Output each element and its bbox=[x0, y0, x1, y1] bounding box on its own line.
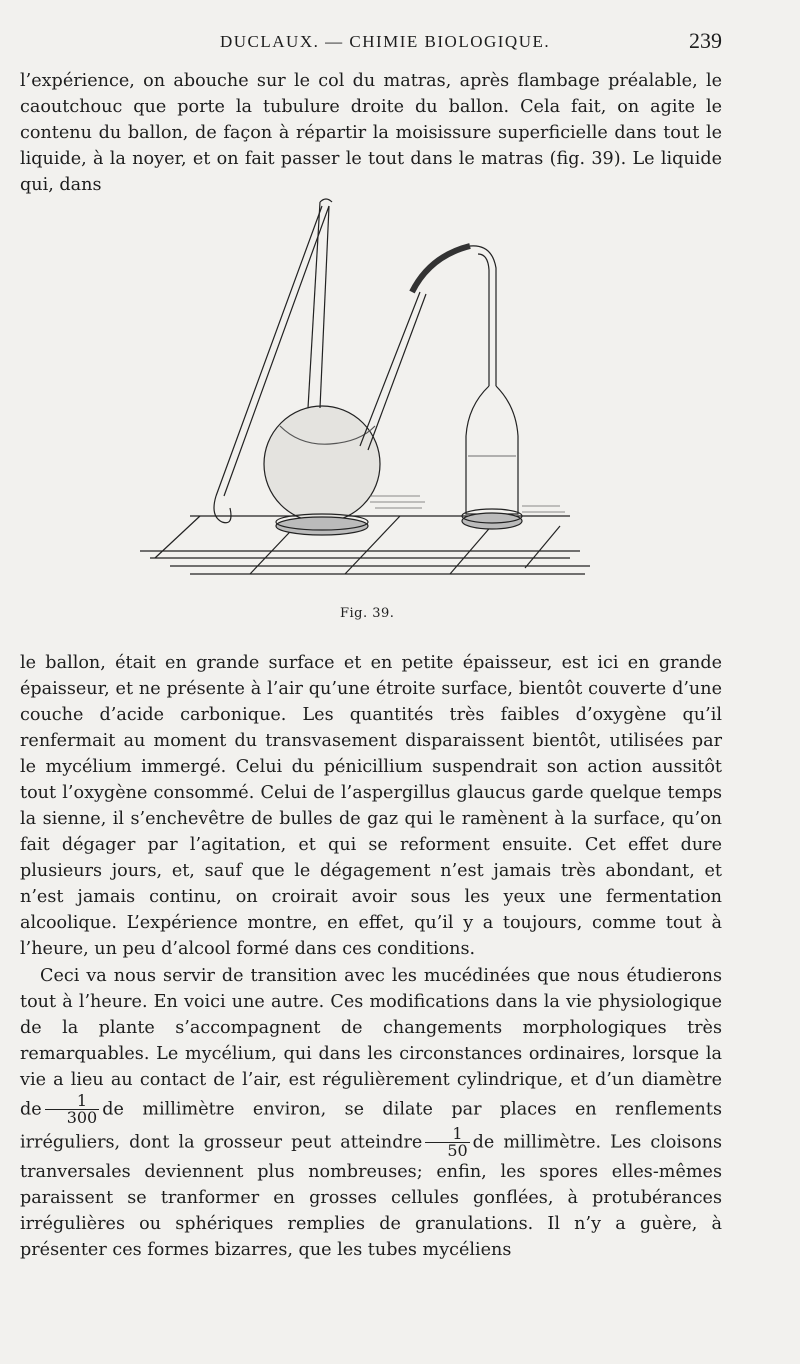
paragraph-3-part1: Ceci va nous servir de transition avec les mucédinées que nous étudierons tout à l’heure. En voici une autre. Ces modifications dans la vie physiologique de la plante s’accompagnent de changements morphologiques très remarquables. Le mycélium, qui dans les circonstances ordinaires, lorsque la vie a lieu au contact de l’air, est régulièrement cylindrique, et d’un diamètre de bbox=[20, 966, 722, 1120]
paragraph-3-part2: de millimètre environ, se dilate par places en renflements irréguliers, dont la grosseur peut atteindre bbox=[20, 1099, 722, 1153]
fraction-1-numerator: 1 bbox=[45, 1093, 100, 1110]
paragraph-3-part3: de millimètre. Les cloisons tranversales deviennent plus nombreuses; enfin, les spores elles-mêmes paraissent se tranformer en grosses cellules gonflées, à protubérances irrégulières ou sphériques remplies de granulations. Il n’y a guère, à présenter ces formes bizarres, que les tubes mycéliens bbox=[20, 1132, 723, 1260]
fraction-1-50 bbox=[425, 1126, 469, 1159]
page-number: 239 bbox=[689, 28, 722, 53]
fraction-2-denominator: 50 bbox=[447, 1141, 468, 1160]
fraction-2-numerator: 1 bbox=[425, 1126, 469, 1143]
shading bbox=[370, 496, 565, 512]
paragraph-3 bbox=[20, 963, 722, 1263]
figure-39-apparatus bbox=[130, 196, 600, 596]
rubber-tube bbox=[412, 246, 470, 292]
paragraph-2-text: le ballon, était en grande surface et en petite épaisseur, est ici en grande épaisseur, et ne présente à l’air qu’une étroite surface, bientôt couverte d’une couche d’acide carbonique. Les quantités très faibles d’oxygène qu’il renfermait au moment du transvasement disparaissent bientôt, utilisées par le mycélium immergé. Celui du pénicillium suspendrait son action aussitôt tout l’oxygène consommé. Celui de l’aspergillus glaucus garde quelque temps la sienne, il s’enchevêtre de bulles de gaz qui le ramènent à la surface, qu’on fait dégager par l’agitation, et qui se reforment ensuite. Cet effet dure plusieurs jours, et, sauf que le dégagement n’est jamais très abondant, et n’est jamais continu, on croirait avoir sous les yeux une fermentation alcoolique. L’expérience montre, en effet, qu’il y a toujours, comme tout à l’heure, un peu d’alcool formé dans ces conditions. bbox=[20, 653, 722, 959]
fraction-1-300 bbox=[45, 1093, 100, 1126]
matras-vessel bbox=[462, 246, 522, 529]
paragraph-1 bbox=[20, 68, 722, 198]
paragraph-2 bbox=[20, 650, 722, 962]
flask-ballon bbox=[214, 199, 426, 535]
figure-caption: Fig. 39. bbox=[340, 606, 395, 621]
fraction-1-denominator: 300 bbox=[66, 1108, 98, 1127]
paragraph-1-text: l’expérience, on abouche sur le col du matras, après flambage préalable, le caoutchouc que porte la tubulure droite du ballon. Cela fait, on agite le contenu du ballon, de façon à répartir la moisissure superficielle dans tout le liquide, à la noyer, et on fait passer le tout dans le matras (fig. 39). Le liquide qui, dans bbox=[20, 71, 722, 195]
paragraph-3-text bbox=[20, 963, 722, 1263]
running-title: DUCLAUX. — CHIMIE BIOLOGIQUE. bbox=[220, 32, 551, 51]
page-header bbox=[20, 28, 720, 58]
